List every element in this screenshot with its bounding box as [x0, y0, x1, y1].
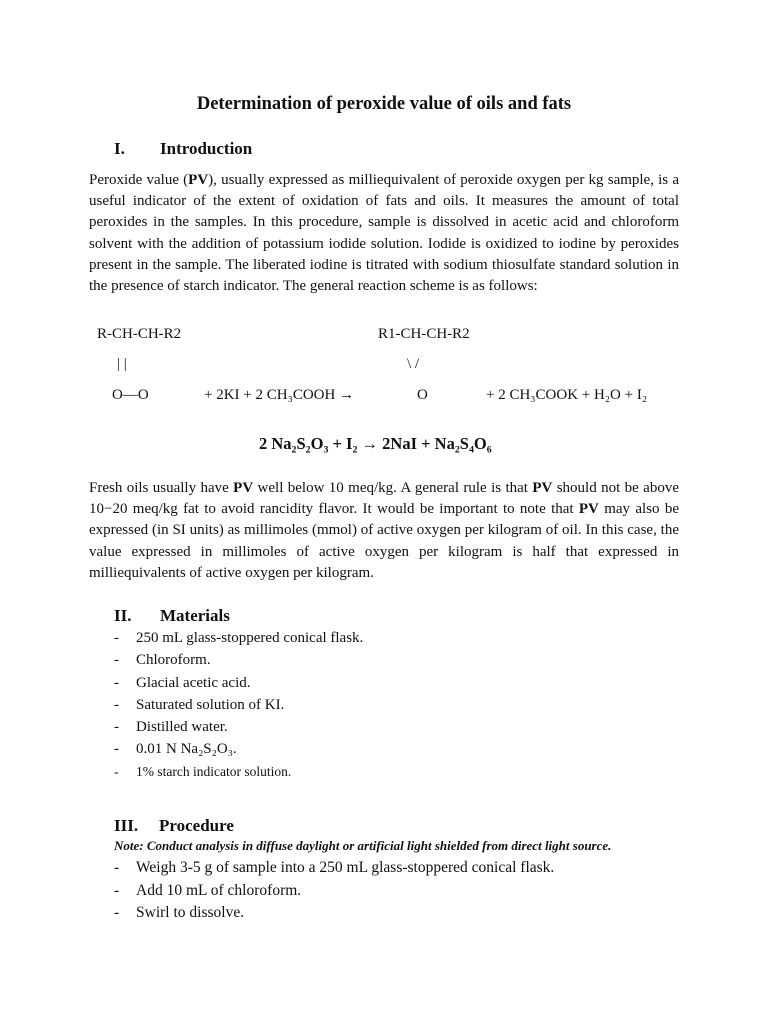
pv-term: PV: [233, 480, 254, 496]
peroxide-group: O—O: [112, 387, 149, 403]
section-number: III.: [114, 816, 139, 835]
text-run: may also be expressed (in SI units) as millimoles (mmol) of active oxygen per kilogram of oil. In this case, the value expressed in millimoles of active oxygen per kilogram is half that expressed in milliequivalents of active oxygen per kilogram.: [89, 501, 679, 581]
materials-list: [114, 627, 363, 783]
list-item-text: Add 10 mL of chloroform.: [136, 881, 302, 899]
list-item: [114, 672, 363, 694]
list-item-text: Distilled water.: [136, 719, 228, 736]
section-heading-materials: [114, 606, 230, 626]
text-run: well below 10 meq/kg. A general rule is that: [253, 480, 533, 496]
bullet-dash: -: [114, 719, 119, 736]
procedure-list: [114, 857, 554, 925]
section-number: II.: [114, 606, 132, 625]
bullet-dash: -: [114, 904, 120, 921]
procedure-note: Note: Conduct analysis in diffuse daylight or artificial light shielded from direct light source.: [114, 838, 612, 853]
list-item-text: Saturated solution of KI.: [136, 696, 285, 713]
list-item-text: Swirl to dissolve.: [136, 904, 245, 921]
list-item-text: Chloroform.: [136, 652, 211, 669]
section-heading-procedure: [114, 816, 234, 836]
intro-paragraph-2: [89, 478, 679, 584]
text-run: ), usually expressed as milliequivalent of peroxide oxygen per kg sample, is a useful indicator of the extent of oxidation of fats and oils. It measures the amount of total peroxides in the samples. In this procedure, sample is dissolved in acetic acid and chloroform solvent with the addition of potassium iodide solution. Iodide is oxidized to iodine by peroxides present in the sample. The liberated iodine is titrated with sodium thiosulfate standard solution in the presence of starch indicator. The general reaction scheme is as follows:: [89, 172, 679, 295]
section-title: Procedure: [159, 816, 234, 835]
bullet-dash: -: [114, 741, 119, 758]
document-title: Determination of peroxide value of oils and fats: [196, 94, 572, 114]
list-item: [114, 880, 554, 903]
section-title: Materials: [160, 606, 230, 625]
reactant-bonds: | |: [117, 356, 127, 372]
bullet-dash: -: [114, 696, 119, 713]
bullet-dash: -: [114, 630, 119, 646]
list-item-text: 250 mL glass-stoppered conical flask.: [136, 630, 364, 646]
pv-term: PV: [532, 480, 553, 496]
product-chain: R1-CH-CH-R2: [378, 326, 470, 342]
bullet-dash: -: [114, 763, 119, 779]
products: + 2 CH₃COOK + H₂O + I₂: [486, 387, 648, 403]
bullet-dash: -: [114, 674, 119, 691]
bullet-dash: -: [114, 881, 120, 899]
reagents: + 2KI + 2 CH₃COOH →: [204, 387, 355, 403]
list-item: [114, 694, 363, 716]
intro-paragraph-1: [89, 170, 679, 297]
list-item-text: 1% starch indicator solution.: [136, 763, 292, 779]
reactant-chain: R-CH-CH-R2: [97, 326, 182, 342]
bullet-dash: -: [114, 859, 120, 876]
text-run: Peroxide value (: [89, 172, 189, 188]
list-item: [114, 902, 554, 925]
bullet-dash: -: [114, 652, 119, 669]
pv-term: PV: [188, 172, 209, 188]
titration-equation: 2 Na₂S₂O₃ + I₂ → 2NaI + Na₂S₄O₆: [259, 434, 492, 453]
list-item-text: 0.01 N Na₂S₂O₃.: [136, 741, 237, 758]
text-run: should not be above 10−20 meq/kg fat to avoid rancidity flavor. It would be important to note that: [89, 480, 679, 518]
list-item: [114, 738, 363, 760]
section-number: I.: [114, 139, 125, 158]
text-run: Fresh oils usually have: [89, 480, 234, 496]
list-item: [114, 649, 363, 671]
epoxide-oxygen: O: [417, 387, 428, 403]
list-item-text: Glacial acetic acid.: [136, 674, 251, 691]
list-item: [114, 716, 363, 738]
section-heading-introduction: [114, 139, 252, 159]
list-item: [114, 857, 554, 880]
section-title: Introduction: [160, 139, 253, 158]
pv-term: PV: [578, 501, 599, 518]
product-bonds: \ /: [407, 356, 420, 372]
list-item: [114, 627, 363, 649]
list-item: [114, 761, 363, 783]
list-item-text: Weigh 3-5 g of sample into a 250 mL glass-stoppered conical flask.: [136, 859, 555, 876]
